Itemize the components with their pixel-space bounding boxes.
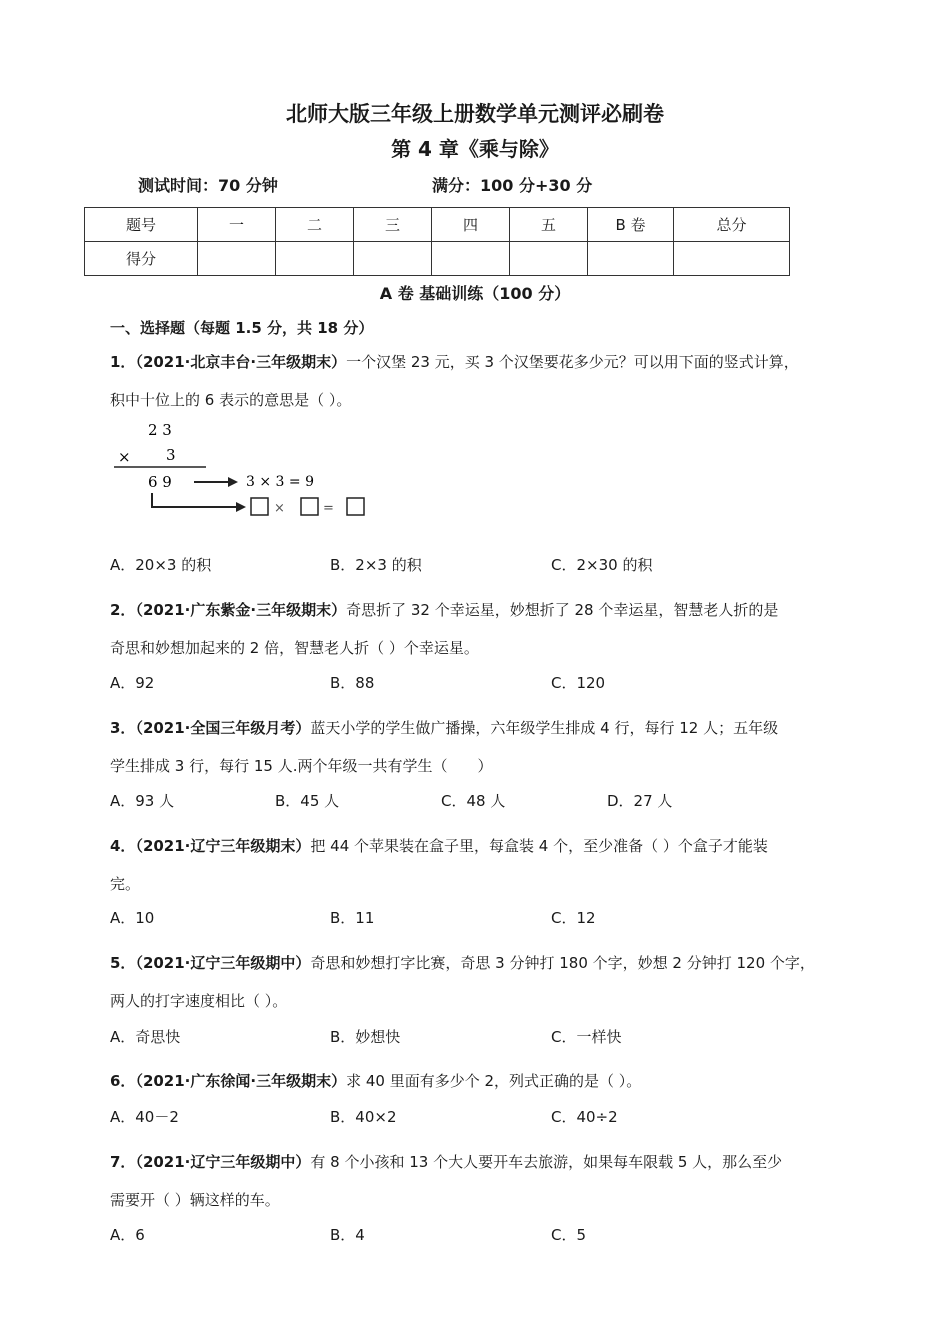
question-text: 蓝天小学的学生做广播操，六年级学生排成 4 行，每行 12 人；五年级 <box>310 719 779 737</box>
full-score: 满分：100 分+30 分 <box>432 176 593 195</box>
score-cell[interactable] <box>198 242 276 276</box>
question-text-cont: 积中十位上的 6 表示的意思是（ ）。 <box>110 391 352 409</box>
question-text: 奇思和妙想打字比赛，奇思 3 分钟打 180 个字，妙想 2 分钟打 120 个字， <box>310 954 815 972</box>
question-text: 有 8 个小孩和 13 个大人要开车去旅游，如果每车限载 5 人，那么至少 <box>310 1153 783 1171</box>
option-c[interactable]: C．48 人 <box>441 792 506 810</box>
options-6 <box>110 1106 850 1128</box>
arrow-line-lower <box>152 493 236 507</box>
option-c[interactable]: C．120 <box>551 674 606 692</box>
question-6 <box>110 1062 850 1100</box>
table-header-cell: 三 <box>354 208 432 242</box>
score-table <box>84 207 790 276</box>
option-a[interactable]: A．40－2 <box>110 1108 179 1126</box>
option-c[interactable]: C．一样快 <box>551 1028 622 1046</box>
question-text-cont: 需要开（ ）辆这样的车。 <box>110 1191 280 1209</box>
question-number: 5． <box>110 954 136 972</box>
question-source: （2021·北京丰台·三年级期末） <box>135 353 347 371</box>
question-text: 奇思折了 32 个幸运星，妙想折了 28 个幸运星，智慧老人折的是 <box>346 601 779 619</box>
question-source: （2021·全国三年级月考） <box>135 719 311 737</box>
question-source: （2021·辽宁三年级期末） <box>135 837 311 855</box>
question-number: 6． <box>110 1072 136 1090</box>
option-b[interactable]: B．45 人 <box>275 792 340 810</box>
score-cell[interactable] <box>354 242 432 276</box>
question-source: （2021·广东紫金·三年级期末） <box>135 601 347 619</box>
option-c[interactable]: C．5 <box>551 1226 587 1244</box>
question-text-cont: 完。 <box>110 875 141 893</box>
arrow-head-lower <box>236 502 246 512</box>
question-4 <box>110 827 850 903</box>
chapter-subtitle: 第 4 章《乘与除》 <box>391 137 559 161</box>
part-a-heading: A 卷 基础训练（100 分） <box>379 284 571 303</box>
score-cell[interactable] <box>276 242 354 276</box>
question-text-cont: 两人的打字速度相比（ ）。 <box>110 992 288 1010</box>
table-header-cell: 二 <box>276 208 354 242</box>
vertical-multiplication-figure <box>112 415 382 525</box>
table-header-cell: 题号 <box>85 208 198 242</box>
calc-product: 6 9 <box>148 473 172 491</box>
score-table-header-row <box>85 208 790 242</box>
option-a[interactable]: A．92 <box>110 674 155 692</box>
option-b[interactable]: B．妙想快 <box>330 1028 401 1046</box>
score-table-score-row <box>85 242 790 276</box>
blank-box-2 <box>301 498 318 515</box>
question-text-cont: 奇思和妙想加起来的 2 倍，智慧老人折（ ）个幸运星。 <box>110 639 479 657</box>
calc-multiplier: 3 <box>166 446 176 464</box>
question-text-cont: 学生排成 3 行，每行 15 人.两个年级一共有学生（ ） <box>110 757 493 775</box>
blank-equals-sign: = <box>323 501 334 516</box>
table-row-label: 得分 <box>85 242 198 276</box>
option-c[interactable]: C．2×30 的积 <box>551 556 653 574</box>
question-text: 求 40 里面有多少个 2，列式正确的是（ ）。 <box>346 1072 642 1090</box>
question-number: 7． <box>110 1153 136 1171</box>
question-number: 1． <box>110 353 136 371</box>
test-time: 测试时间：70 分钟 <box>138 176 278 195</box>
arrow-head-upper <box>228 477 238 487</box>
option-d[interactable]: D．27 人 <box>607 792 673 810</box>
option-b[interactable]: B．11 <box>330 909 375 927</box>
option-c[interactable]: C．12 <box>551 909 596 927</box>
question-5 <box>110 944 850 1020</box>
option-a[interactable]: A．10 <box>110 909 155 927</box>
table-header-cell: 一 <box>198 208 276 242</box>
question-source: （2021·辽宁三年级期中） <box>135 1153 311 1171</box>
calc-times-sign: × <box>118 448 131 466</box>
options-4 <box>110 907 850 929</box>
question-3 <box>110 709 850 785</box>
question-7 <box>110 1143 850 1219</box>
table-header-cell: 五 <box>510 208 588 242</box>
blank-box-3 <box>347 498 364 515</box>
table-header-cell: 四 <box>432 208 510 242</box>
question-number: 4． <box>110 837 136 855</box>
option-b[interactable]: B．88 <box>330 674 375 692</box>
options-1 <box>110 554 850 576</box>
table-header-cell: 总分 <box>674 208 790 242</box>
option-a[interactable]: A．93 人 <box>110 792 175 810</box>
options-2 <box>110 672 850 694</box>
table-header-cell: B 卷 <box>588 208 674 242</box>
option-a[interactable]: A．6 <box>110 1226 145 1244</box>
question-source: （2021·广东徐闻·三年级期末） <box>135 1072 347 1090</box>
option-a[interactable]: A．奇思快 <box>110 1028 181 1046</box>
option-c[interactable]: C．40÷2 <box>551 1108 618 1126</box>
question-source: （2021·辽宁三年级期中） <box>135 954 311 972</box>
blank-times-sign: × <box>274 501 285 516</box>
question-text: 把 44 个苹果装在盒子里，每盒装 4 个，至少准备（ ）个盒子才能装 <box>310 837 768 855</box>
question-2 <box>110 591 850 667</box>
calc-equation: 3 × 3 = 9 <box>246 474 314 490</box>
option-a[interactable]: A．20×3 的积 <box>110 556 212 574</box>
option-b[interactable]: B．4 <box>330 1226 365 1244</box>
score-cell[interactable] <box>510 242 588 276</box>
score-cell[interactable] <box>588 242 674 276</box>
calc-top-digits: 2 3 <box>148 421 172 439</box>
question-1 <box>110 343 850 419</box>
score-cell[interactable] <box>674 242 790 276</box>
score-cell[interactable] <box>432 242 510 276</box>
question-number: 3． <box>110 719 136 737</box>
options-3 <box>110 790 850 812</box>
blank-box-1 <box>251 498 268 515</box>
options-7 <box>110 1224 850 1246</box>
option-b[interactable]: B．2×3 的积 <box>330 556 422 574</box>
section-heading: 一、选择题（每题 1.5 分，共 18 分） <box>110 319 374 337</box>
question-number: 2． <box>110 601 136 619</box>
question-text: 一个汉堡 23 元，买 3 个汉堡要花多少元？可以用下面的竖式计算， <box>346 353 799 371</box>
options-5 <box>110 1026 850 1048</box>
worksheet-title: 北师大版三年级上册数学单元测评必刷卷 <box>286 102 664 126</box>
option-b[interactable]: B．40×2 <box>330 1108 397 1126</box>
